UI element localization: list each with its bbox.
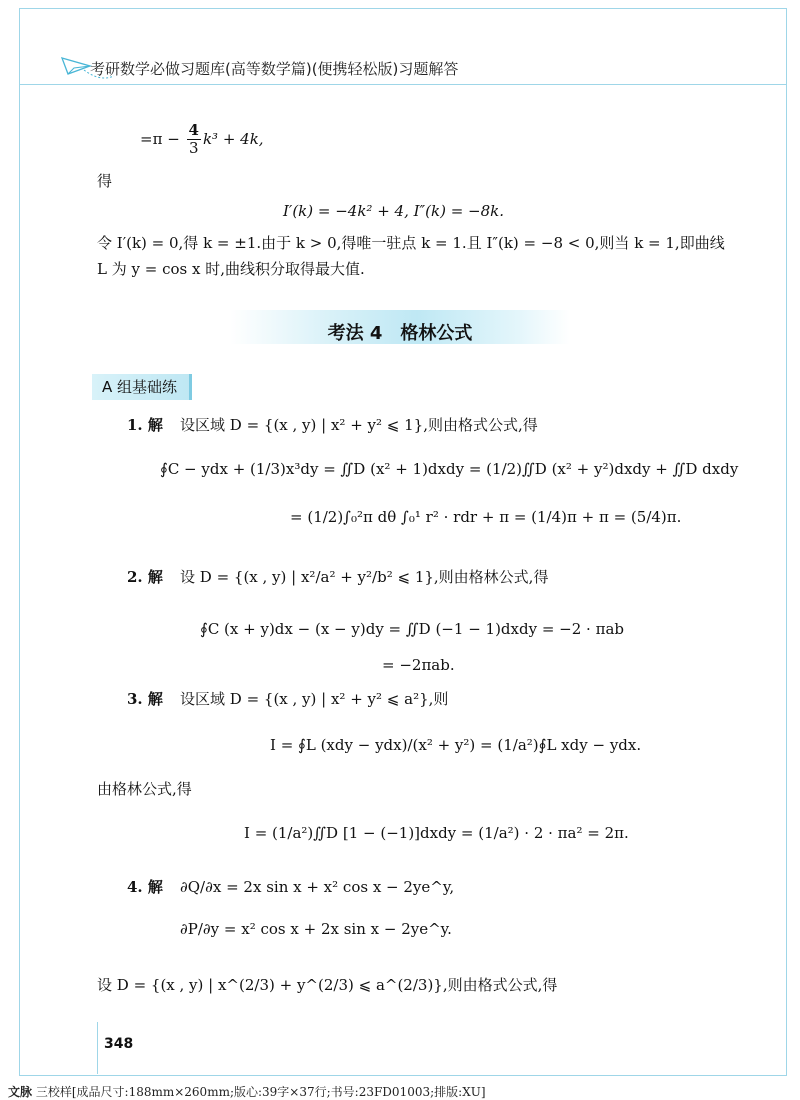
text-de: 得 bbox=[97, 172, 113, 190]
problem-2-text: 设 D = {(x , y) | x²/a² + y²/b² ⩽ 1},则由格林公式,得 bbox=[180, 568, 549, 586]
footer-info: 三校样[成品尺寸:188mm×260mm;版心:39字×37行;书号:23FD01003;排版:XU] bbox=[35, 1085, 486, 1099]
problem-4-text: 设 D = {(x , y) | x^(2/3) + y^(2/3) ⩽ a^(2/3)},则由格式公式,得 bbox=[97, 976, 558, 994]
problem-1-eq-1: ∮C − ydx + (1/3)x³dy = ∬D (x² + 1)dxdy = (1/2)∬D (x² + y²)dxdy + ∬D dxdy bbox=[160, 460, 739, 478]
problem-2-eq-1: ∮C (x + y)dx − (x − y)dy = ∬D (−1 − 1)dxdy = −2 · πab bbox=[200, 620, 624, 638]
paragraph-line-2: L 为 y = cos x 时,曲线积分取得最大值. bbox=[97, 260, 365, 278]
page-frame bbox=[19, 8, 787, 1076]
paragraph-line-1: 令 I′(k) = 0,得 k = ±1.由于 k > 0,得唯一驻点 k = 1.且 I″(k) = −8 < 0,则当 k = 1,即曲线 bbox=[97, 234, 725, 252]
problem-3-eq-1: I = ∮L (xdy − ydx)/(x² + y²) = (1/a²)∮L xdy − ydx. bbox=[270, 736, 642, 754]
print-footer bbox=[8, 1083, 486, 1100]
problem-3-text: 设区域 D = {(x , y) | x² + y² ⩽ a²},则 bbox=[180, 690, 449, 708]
problem-1-text: 设区域 D = {(x , y) | x² + y² ⩽ 1},则由格式公式,得 bbox=[180, 416, 538, 434]
problem-1-eq-2: = (1/2)∫₀²π dθ ∫₀¹ r² · rdr + π = (1/4)π + π = (5/4)π. bbox=[290, 508, 682, 526]
equation-line-1: =π − $\frac{4}{3}$ k³ + 4k, bbox=[140, 121, 264, 158]
problem-3-label: 3. 解 bbox=[127, 690, 163, 708]
derivative-equation: I′(k) = −4k² + 4, I″(k) = −8k. bbox=[283, 202, 505, 220]
problem-4-eq-1: ∂Q/∂x = 2x sin x + x² cos x − 2ye^y, bbox=[180, 878, 455, 896]
problem-3-mid-text: 由格林公式,得 bbox=[97, 780, 192, 798]
group-tag: A 组基础练 bbox=[92, 374, 192, 400]
problem-4-label: 4. 解 bbox=[127, 878, 163, 896]
problem-1-label: 1. 解 bbox=[127, 416, 163, 434]
page-number: 348 bbox=[104, 1036, 134, 1052]
running-title: 考研数学必做习题库(高等数学篇)(便携轻松版)习题解答 bbox=[90, 60, 459, 78]
header-rule bbox=[19, 84, 786, 85]
problem-2-label: 2. 解 bbox=[127, 568, 163, 586]
problem-2-eq-2: = −2πab. bbox=[382, 656, 455, 674]
problem-4-eq-2: ∂P/∂y = x² cos x + 2x sin x − 2ye^y. bbox=[180, 920, 452, 938]
footer-brand: 文脉 bbox=[8, 1085, 33, 1099]
section-title: 考法 4 格林公式 bbox=[327, 323, 473, 344]
problem-3-eq-2: I = (1/a²)∬D [1 − (−1)]dxdy = (1/a²) · 2 · πa² = 2π. bbox=[244, 824, 629, 842]
page-number-rule bbox=[97, 1022, 98, 1074]
